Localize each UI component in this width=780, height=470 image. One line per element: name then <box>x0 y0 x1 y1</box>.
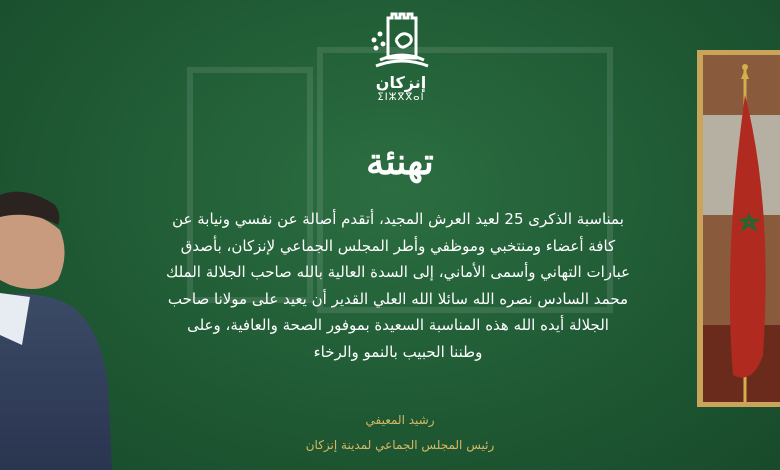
flag-photo <box>703 55 780 402</box>
message-line: كافة أعضاء ومنتخبي وموظفي وأطر المجلس الجماعي لإنزكان، بأصدق <box>180 236 616 255</box>
municipality-logo <box>358 10 444 115</box>
logo-name: إنزكان <box>375 73 427 92</box>
message-line: بمناسبة الذكرى 25 لعيد العرش المجيد، أتقدم أصالة عن نفسي ونيابة عن <box>172 210 624 228</box>
message-line: عبارات التهاني وأسمى الأماني، إلى السدة العالية بالله صاحب الجلالة الملك <box>165 263 631 281</box>
kasbah-logo-icon <box>366 10 436 72</box>
signature-block <box>300 411 500 455</box>
card-title: تهنئة <box>366 141 434 183</box>
message-body <box>100 206 696 365</box>
message-line: الجلالة أيده الله هذه المناسبة السعيدة بموفور الصحة والعافية، وعلى <box>187 316 609 334</box>
logo-tifinagh: ⵉⵏⵣⴳⴳⴰⵏ <box>377 92 425 103</box>
signature-name: رشيد المعيفي <box>365 413 435 427</box>
message-line: محمد السادس نصره الله سائلا الله العلي القدير أن يعيد على مولانا صاحب <box>167 289 629 308</box>
signature-title: رئيس المجلس الجماعي لمدينة إنزكان <box>305 438 495 452</box>
message-line: وطننا الحبيب بالنمو والرخاء <box>313 342 483 361</box>
portrait-photo <box>0 185 112 470</box>
flag-photo-frame <box>697 50 780 407</box>
